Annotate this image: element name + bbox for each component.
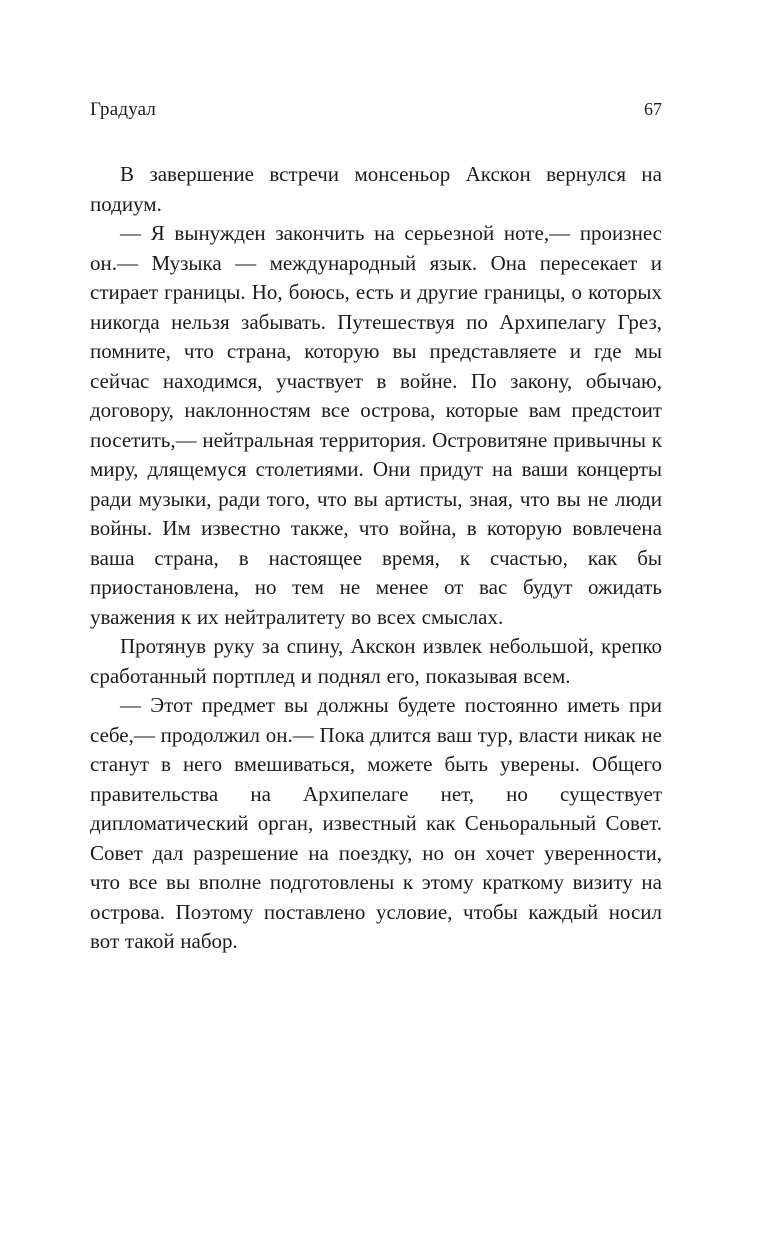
page-header [90, 97, 662, 122]
paragraph: — Я вынужден закончить на серьезной ноте,— произнес он.— Музыка — международный язык. Она пересекает и стирает границы. Но, боюсь, есть и другие границы, о которых никогда нельзя забывать. Путешествуя по Архипелагу Грез, помните, что страна, которую вы представляете и где мы сейчас находимся, участвует в войне. По закону, обычаю, договору, наклонностям все острова, которые вам предстоит посетить,— нейтральная территория. Островитяне привычны к миру, длящемуся столетиями. Они придут на ваши концерты ради музыки, ради того, что вы артисты, зная, что вы не люди войны. Им известно также, что война, в которую вовлечена ваша страна, в настоящее время, к счастью, как бы приостановлена, но тем не менее от вас будут ожидать уважения к их нейтралитету во всех смыслах. [90, 221, 662, 629]
running-title: Градуал [90, 99, 157, 120]
paragraph: Протянув руку за спину, Акскон извлек небольшой, крепко сработанный портплед и поднял его, показывая всем. [90, 634, 662, 688]
text-column [90, 160, 662, 957]
page-number: 67 [644, 99, 662, 119]
paragraph: В завершение встречи монсеньор Акскон вернулся на подиум. [90, 162, 662, 216]
paragraph: — Этот предмет вы должны будете постоянно иметь при себе,— продолжил он.— Пока длится ваш тур, власти никак не станут в него вмешиваться, можете быть уверены. Общего правительства на Архипелаге нет, но существует дипломатический орган, известный как Сеньоральный Совет. Совет дал разрешение на поездку, но он хочет уверенности, что все вы вполне подготовлены к этому краткому визиту на острова. Поэтому поставлено условие, чтобы каждый носил вот такой набор. [90, 693, 662, 953]
